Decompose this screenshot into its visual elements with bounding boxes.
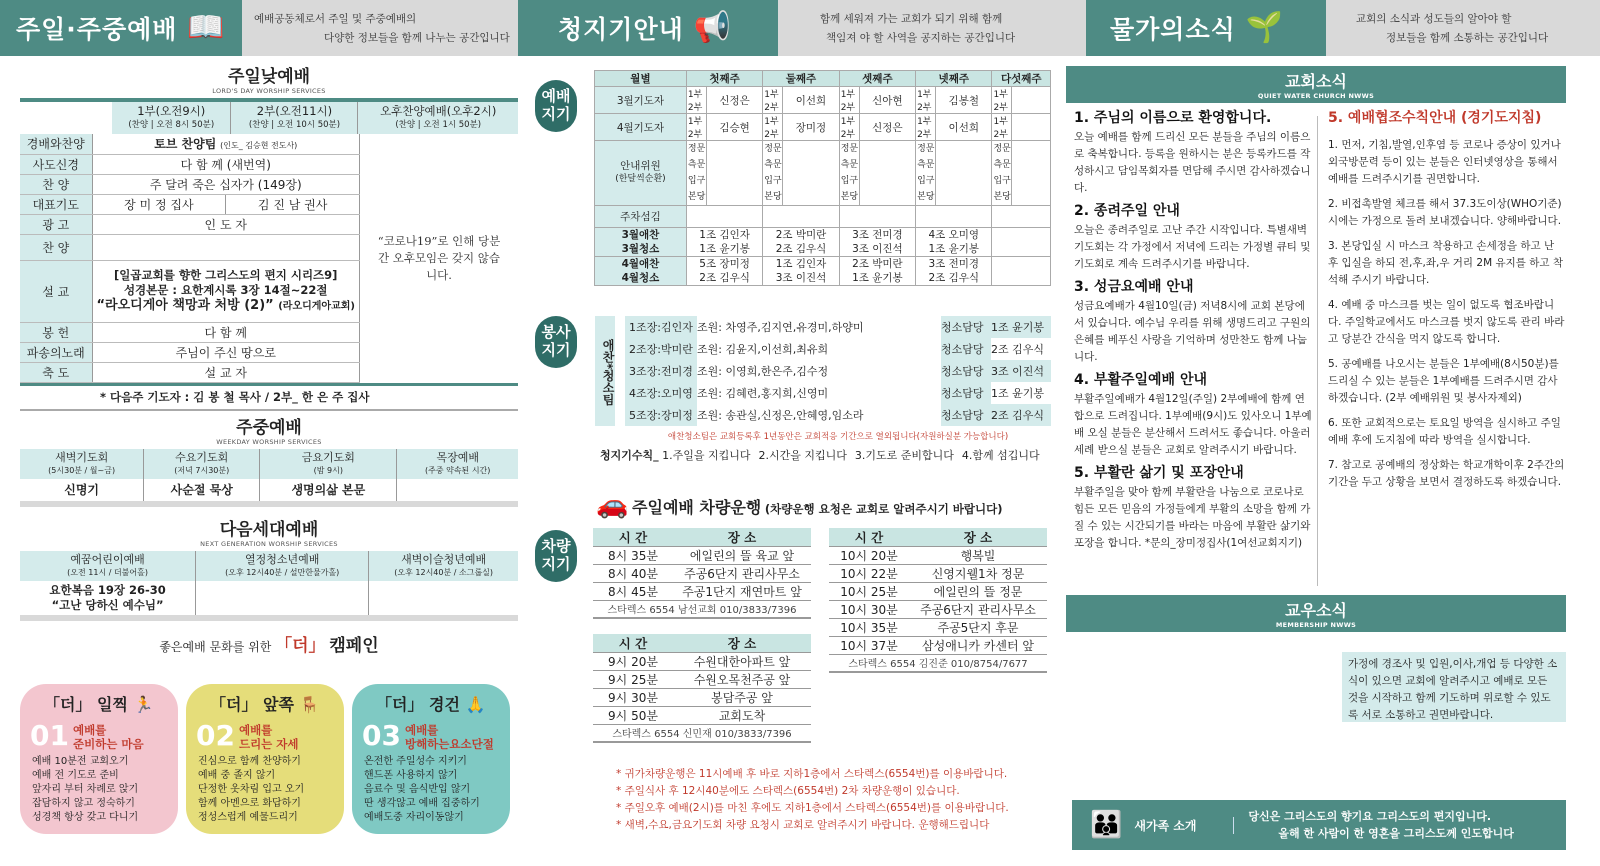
family-icon: 👪 <box>1090 810 1123 840</box>
campaign-card: 「더」 앞쪽 🪑 02 예배를 드리는 자세 진심으로 함께 찬양하기 예배 중 졸지 않기 단정한 옷차림 입고 오기 함께 아멘으로 화답하기 정성스럽게 예물드리기 <box>186 684 344 834</box>
section-title: 주일낮예배 <box>227 67 311 87</box>
car-icon: 🚗 <box>596 490 629 520</box>
runner-icon: 🏃 <box>133 695 154 714</box>
nextgen-table: 예꿈어린이예배 (오전 11시 / 더불어홀) 열정청소년예배 (오후 12시40분 / 설만한물가홀) 새벽이슬청년예배 (오후 12시40분 / 소그룹실) 요한복음 19장 26-30 “고난 당하신 예수님” <box>20 551 518 615</box>
header-sub: 예배공동체로서 주일 및 주중예배의 다양한 정보들을 함께 나누는 공간입니다 <box>242 0 518 56</box>
news-list: 1. 주님의 이름으로 환영합니다. 오늘 예배를 함께 드리신 모든 분들을 주님의 이름으로 축복합니다. 등록을 원하시는 분은 등록카드를 작성하시고 담임목회자를 면담해 주시면 감사하겠습니다. 2. 종려주일 안내 오늘은 종려주일로 고난 주간 시작입니다. 특별새벽기도회는 각 가정에서 저녁에 드리는 가정별 큐티 및 기도회로 계속 드려주시기를 바랍니다. 3. 성금요예배 안내 성금요예배가 4월10일(금) 저녁8시에 교회 본당에서 있습니다. 예수님 우리를 위해 생명드리고 구원의 은혜를 베푸신 사랑을 기억하며 성만찬도 함께 나눕니다. 4. 부활주일예배 안내 부활주일예배가 4월12일(주일) 2부예배에 함께 연합으로 드려집니다. 1부예배(9시)도 있사오니 1부예배 오실 분들은 분산해서 드려서도 좋습니다. 아울러 세례 받으실 분들은 교회로 알려주시기 바랍니다. 5. 부활란 삶기 및 포장안내 부활주일을 맞아 함께 부활란을 나눔으로 코로나로 힘든 모든 믿음의 가정들에게 부활의 소망을 함께 가질 수 있는 시간되기를 바라는 마음에 부활란 삶기와 포장을 합니다. *문의_장미정집사(1여선교회지기) <box>1074 110 1312 549</box>
header-title: 물가의소식 <box>1110 15 1236 44</box>
header-sub: 함께 세워져 가는 교회가 되기 위해 함께 책임져 야 할 사역을 공지하는 공간입니다 <box>778 0 1086 56</box>
next-prayer: * 다음주 기도자 : 김 봉 철 목사 / 2부_ 한 은 주 집사 <box>100 389 370 404</box>
kneeling-icon: 🙏 <box>465 695 486 714</box>
members-title-bar: 교우소식 MEMBERSHIP NWWS <box>1066 595 1566 632</box>
duty-schedule: 월별 첫째주 둘째주 셋째주 넷째주 다섯째주 3월기도자 1부 2부 신정은 1부 2부 이선희 1부 2부 신아현 1부 2부 김봉철 1부 2부 4월기도자 1부 2부 김승현 1부 2부 장미정 1부 2부 신정은 1부 2부 이선희 1부 2부 안내위원 (한달씩순환) 정문 측문 입구 본당 정문 측문 입구 본당 정문 측문 입구 본당 정문 측문 입구 본당 정문 측문 입구 본당 주차섬김 3월애찬 3월청소 1조 김인자 1조 윤기봉 2조 박미란 2조 김우식 3조 전미경 3조 이진석 4조 오미영 1조 윤기봉 4월애찬 4월청소 5조 장미정 2조 김우식 1조 김인자 3조 이진석 2조 박미란 1조 윤기봉 3조 전미경 2조 김우식 <box>594 70 1051 286</box>
campaign-card: 「더」 경건 🙏 03 예배를 방해하는요소단절 온전한 주일성수 지키기 핸드폰 사용하지 않기 음료수 및 음식반입 않기 딴 생각않고 예배 집중하기 예배도중 자리이동않기 <box>352 684 510 834</box>
weekday-table: 새벽기도회 (5시30분 / 월~금) 수요기도회 (저녁 7시30분) 금요기도회 (밤 9시) 목장예배 (주중 약속된 시간) 신명기 사순절 묵상 생명의삶 본문 <box>20 449 518 501</box>
news-title-bar: 교회소식 QUIET WATER CHURCH NWWS <box>1066 66 1566 103</box>
order-of-worship: 경배와찬양 토브 찬양팀 (인도_ 김승현 전도사) 사도신경 다 함 께 (새번역) 찬 양 주 달려 죽은 십자가 (149장) 대표기도 장 미 정 집사 김 진 남 권사 광 고 인 도 자 찬 양 설 교 [일곱교회를 향한 그리스도의 편지 시리즈9] 성경본문 : 요한계시록 3장 14절~22절 “라오디게아 책망과 처방 (2)” (라오디게아교회) 봉 헌 다 함 께 파송의노래 주님이 주신 땅으로 축 도 설 교 자 <box>20 134 360 383</box>
vehicle-table: 시 간 장 소 8시 35분 에일린의 뜰 육교 앞 8시 40분 주공6단지 관리사무소 8시 45분 주공1단지 재연마트 앞 스타렉스 6554 남선교회 010/3833/7396 <box>593 528 811 619</box>
megaphone-icon: 📢 <box>693 10 733 45</box>
tag-service-steward: 봉사 지기 <box>535 316 577 368</box>
team-note: 애찬청소팀은 교회등록후 1년동안은 교회적응 기간으로 열외됩니다(자원하실분 가능합니다) <box>667 432 1009 442</box>
rules-list: 5. 예배협조수칙안내 (경기도지침) 1. 먼저, 기침,발열,인후염 등 코로나 증상이 있거나 외국방문력 등이 있는 분들은 인터넷영상을 통해서 예배를 드려주시기를 권면합니다. 2. 비접촉발열 체크를 해서 37.3도이상(WHO기준) 시에는 가정으로 돌려 보내겠습니다. 양해바랍니다. 3. 본당입실 시 마스크 착용하고 손세정을 하고 난 후 입실을 하되 전,후,좌,우 거리 2M 유지를 하고 착석해 주시기 바랍니다. 4. 예배 중 마스크를 벗는 일이 없도록 협조바랍니다. 주일학교에서도 마스크를 벗지 않도록 관리 바라고 당분간 간식을 먹지 않도록 합니다. 5. 공예배를 나오시는 분들은 1부예배(8시50분)를 드리실 수 있는 분들은 1부예배를 드려주시면 감사하겠습니다. (2부 예배위원 및 봉사자제외) 6. 또한 교회적으로는 토요일 방역을 실시하고 주일 예배 후에 도지침에 따라 방역을 실시합니다. 7. 참고로 공예배의 정상화는 학교개학이후 2주간의 기간을 두고 상황을 보면서 결정하도록 하겠습니다. <box>1328 110 1565 488</box>
campaign-title: 좋은예배 문화를 위한 「더」 캠페인 <box>159 635 379 656</box>
header-worship <box>0 0 242 56</box>
vehicle-notes: * 귀가차량운행은 11시예배 후 바로 지하1층에서 스타렉스(6554번)를 이용바랍니다. * 주일식사 후 12시40분에도 스타렉스(6554번) 2차 차량운행이 있습니다. * 주일오후 예배(2시)를 마친 후에도 지하1층에서 스타렉스(6554번)를 이용바랍니다. * 새벽,수요,금요기도회 차량 요청시 교회로 알려주시기 바랍니다. 운행해드립니다 <box>616 768 1009 831</box>
header-steward <box>518 0 778 56</box>
header-title: 주일·주중예배 <box>16 15 178 44</box>
header-title: 청지기안내 <box>558 15 684 44</box>
seated-icon: 🪑 <box>299 695 320 714</box>
section-title: 주중예배 <box>236 417 302 438</box>
service-times: 1부(오전9시) (찬양 | 오전 8시 50분) 2부(오전11시) (찬양 | 오전 10시 50분) 오후찬양예배(오후2시) (찬양 | 오전 1시 50분) <box>20 102 518 134</box>
vehicle-table: 시 간 장 소 9시 20분 수원대한아파트 앞 9시 25분 수원오목천주공 앞 9시 30분 봉담주공 앞 9시 50분 교회도착 스타렉스 6554 신민재 010/3833/7396 <box>593 634 811 743</box>
campaign-card: 「더」 일찍 🏃 01 예배를 준비하는 마음 예배 10분전 교회오기 예배 전 기도로 준비 앞자리 부터 차례로 앉기 잡담하지 않고 정숙하기 성경책 항상 갖고 다니기 <box>20 684 178 834</box>
tag-worship-steward: 예배 지기 <box>535 80 577 132</box>
clean-teams: 1조장:김인자 조원: 차영주,김지연,유경미,하양미 청소담당 1조 윤기봉 2조장:박미란 조원: 김윤지,이선희,최유희 청소담당 2조 김우식 3조장:전미경 조원: 이영희,한은주,김수정 청소담당 3조 이진석 4조장:오미영 조원: 김혜련,홍지희,신영미 청소담당 1조 윤기봉 5조장:장미정 조원: 송관실,신정은,안혜영,임소라 청소담당 2조 김우식 애찬청소팀은 교회등록후 1년동안은 교회적응 기간으로 열외됩니다(자원하실분 가능합니다) <box>625 316 1051 442</box>
plant-hand-icon: 🌱 <box>1245 10 1285 45</box>
vehicle-table: 시 간 장 소 10시 20분 행복빌 10시 22분 신영지웰1차 정문 10시 25분 에일린의 뜰 정문 10시 30분 주공6단지 관리사무소 10시 35분 주공5단지 후문 10시 37분 삼성애니카 카센터 앞 스타렉스 6554 김진준 010/8754/7677 <box>829 528 1047 673</box>
worship-column: 주일낮예배 LORD'S DAY WORSHIP SERVICES 1부(오전9시) (찬양 | 오전 8시 50분) 2부(오전11시) (찬양 | 오전 10시 50분) 오후찬양예배(오후2시) (찬양 | 오전 1시 50분) 경배와찬양 토브 찬양팀 (인도_ 김승현 전도사) 사도신경 다 함 께 (새번역) 찬 양 주 달려 죽은 십자가 (149장) 대표기도 장 미 정 집사 김 진 남 권사 광 고 인 도 자 찬 양 설 교 [일곱교회를 향한 그리스도의 편지 시리즈9] 성경본문 : 요한계시록 3장 14절~22절 “라오디게아 책망과 처방 (2)” (라오디게아교회) 봉 헌 다 함 께 파송의노래 주님이 주신 땅으로 축 도 설 교 자 “코로나19”로 인해 당분간 오후모임은 갖지 않습니다. * 다음주 기도자 : 김 봉 철 목사 / 2부_ 한 은 주 집사 주중예배 WEEKDAY WORSHIP SERVICES 새벽기도회 (5시30분 / 월~금) 수요기도회 (저녁 7시30분) 금요기도회 (밤 9시) 목장예배 (주중 약속된 시간) 신명기 사순절 묵상 생명의삶 본문 다음세대예배 NEXT GENERATION WORSHIP SERVICES 예꿈어린이예배 (오전 11시 / 더불어홀) 열정청소년예배 (오후 12시40분 / 설만한물가홀) 새벽이슬청년예배 (오후 12시40분 / 소그룹실) 요한복음 19장 26-30 “고난 당하신 예수님” 좋은예배 문화를 위한 「더」 캠페인 <box>20 56 518 656</box>
header-news <box>1086 0 1326 56</box>
tag-vehicle-steward: 차량 지기 <box>535 530 577 582</box>
header-sub: 교회의 소식과 성도들의 알아야 할 정보들을 함께 소통하는 공간입니다 <box>1326 0 1600 56</box>
section-title: 다음세대예배 <box>219 519 319 540</box>
clean-team-label: 애찬*청소팀 <box>595 316 615 426</box>
vehicle-title: 🚗 주일예배 차량운행 (차량운행 요청은 교회로 알려주시기 바랍니다) <box>596 490 1003 520</box>
afternoon-notice: “코로나19”로 인해 당분간 오후모임은 갖지 않습니다. <box>377 233 501 282</box>
bible-icon: 📖 <box>187 10 226 45</box>
footer-bar: 👪 새가족 소개 당신은 그리스도의 향기요 그리스도의 편지입니다. 올해 한 사람이 한 영혼을 그리스도께 인도합니다 <box>1072 800 1566 850</box>
steward-rules: 청지기수칙_ 1.주일을 지킵니다 2.시간을 지킵니다 3.기도로 준비합니다 4.함께 섬깁니다 <box>600 449 1040 462</box>
members-text: 가정에 경조사 및 입원,이사,개업 등 다양한 소식이 있으면 교회에 알려주시고 예배로 모든 것을 시작하고 함께 기도하며 위로할 수 있도록 서로 소통하고 권면바랍니다. <box>1342 652 1566 722</box>
